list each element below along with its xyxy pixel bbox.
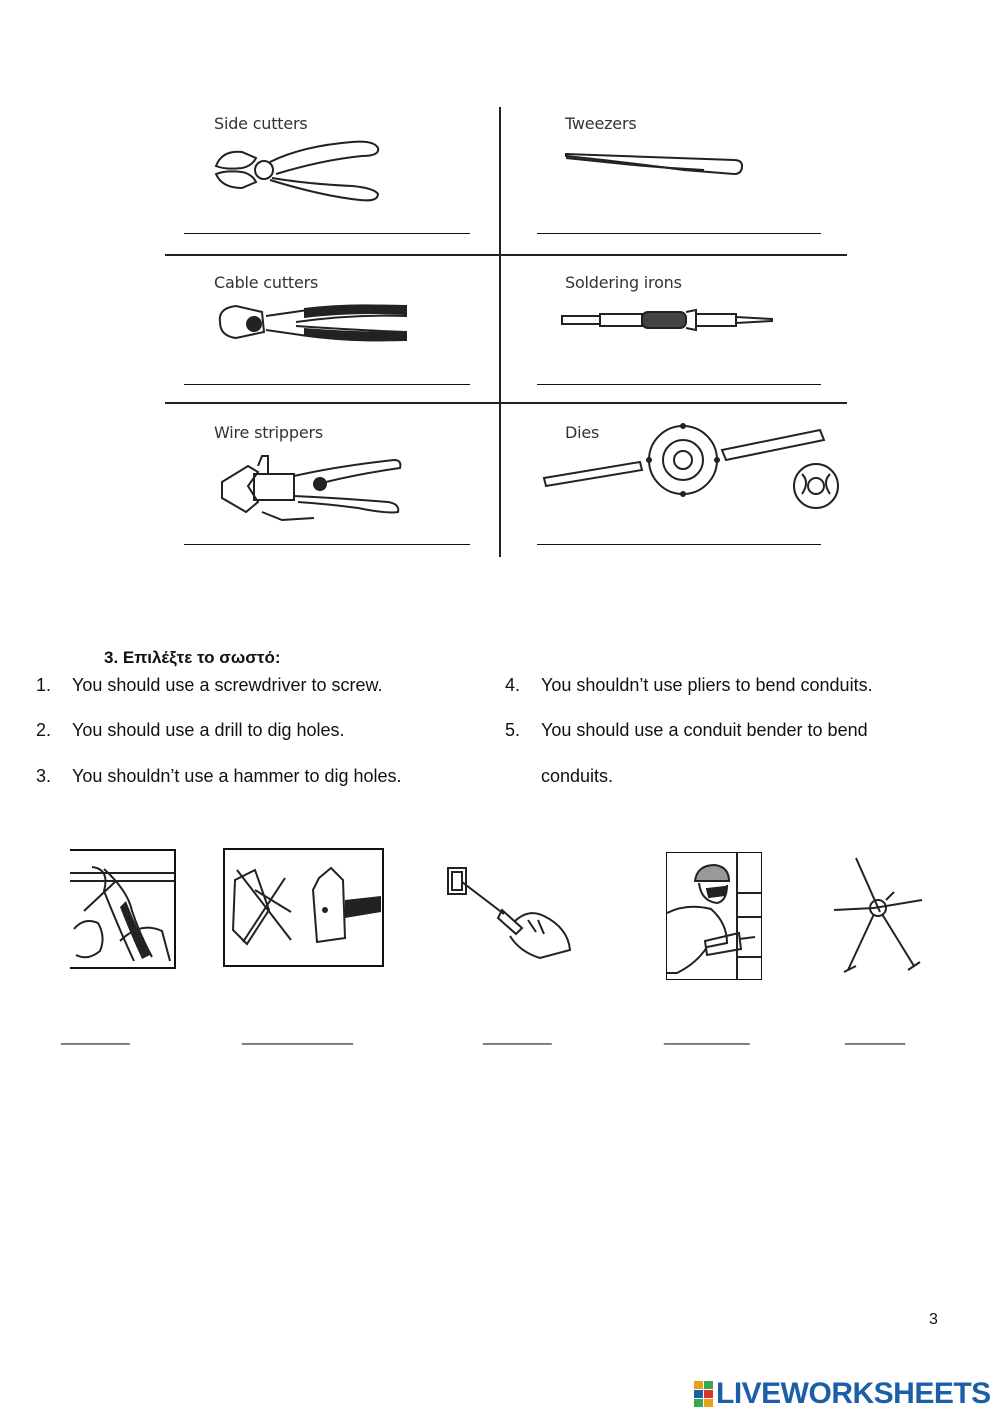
statement-text: You should use a conduit bender to bend	[541, 720, 868, 740]
page-number: 3	[929, 1311, 938, 1328]
section-title: 3. Επιλέξτε το σωστό:	[104, 648, 281, 667]
soldering-iron-icon	[560, 306, 776, 334]
picture-1	[70, 849, 176, 969]
blank-4[interactable]: __________	[664, 1026, 749, 1045]
tool-label: Cable cutters	[214, 273, 319, 292]
answer-line[interactable]	[184, 384, 470, 385]
blank-3[interactable]: ________	[483, 1026, 551, 1045]
tool-label: Dies	[565, 423, 600, 442]
cable-cutters-icon	[214, 296, 410, 348]
statement-text: You should use a screwdriver to screw.	[72, 675, 383, 695]
hammer-crossed-icon	[225, 850, 382, 965]
answer-line[interactable]	[184, 544, 470, 545]
liveworksheets-logo[interactable]	[694, 1376, 991, 1412]
statement-text: You shouldn’t use a hammer to dig holes.	[72, 766, 402, 786]
picture-3	[444, 862, 574, 960]
tool-label: Wire strippers	[214, 423, 323, 442]
picture-4	[666, 852, 762, 980]
statement-text: conduits.	[541, 766, 614, 786]
statement-number: 1.	[36, 675, 52, 695]
statement-number: 4.	[505, 675, 521, 695]
statement-text: You shouldn’t use pliers to bend conduits.	[541, 675, 873, 695]
tool-label: Side cutters	[214, 114, 308, 133]
tool-label: Soldering irons	[565, 273, 682, 292]
brand-name: LIVEWORKSHEETS	[716, 1377, 991, 1410]
table-row-divider-2	[165, 402, 847, 404]
statement-number: 2.	[36, 720, 52, 740]
table-row-divider-1	[165, 254, 847, 256]
statement-number: 5.	[505, 720, 521, 740]
pliers-bending-conduit-icon	[70, 851, 174, 967]
dies-icon	[540, 424, 842, 516]
statement-text: You should use a drill to dig holes.	[72, 720, 345, 740]
conduit-bender-icon	[830, 856, 926, 978]
tweezers-icon	[564, 146, 746, 178]
answer-line[interactable]	[184, 233, 470, 234]
answer-line[interactable]	[537, 544, 821, 545]
blank-1[interactable]: ________	[61, 1026, 129, 1045]
answer-line[interactable]	[537, 233, 821, 234]
blank-2[interactable]: _____________	[242, 1026, 352, 1045]
blank-5[interactable]: _______	[845, 1026, 905, 1045]
worker-drilling-icon	[667, 853, 761, 979]
picture-5	[830, 856, 926, 978]
table-vertical-divider	[499, 107, 501, 557]
screwdriver-hand-icon	[444, 862, 574, 960]
wire-strippers-icon	[218, 452, 404, 524]
answer-line[interactable]	[537, 384, 821, 385]
tool-label: Tweezers	[565, 114, 637, 133]
picture-2	[223, 848, 384, 967]
side-cutters-icon	[212, 136, 384, 206]
statement-number: 3.	[36, 766, 52, 786]
liveworksheets-logo-icon	[694, 1379, 714, 1409]
